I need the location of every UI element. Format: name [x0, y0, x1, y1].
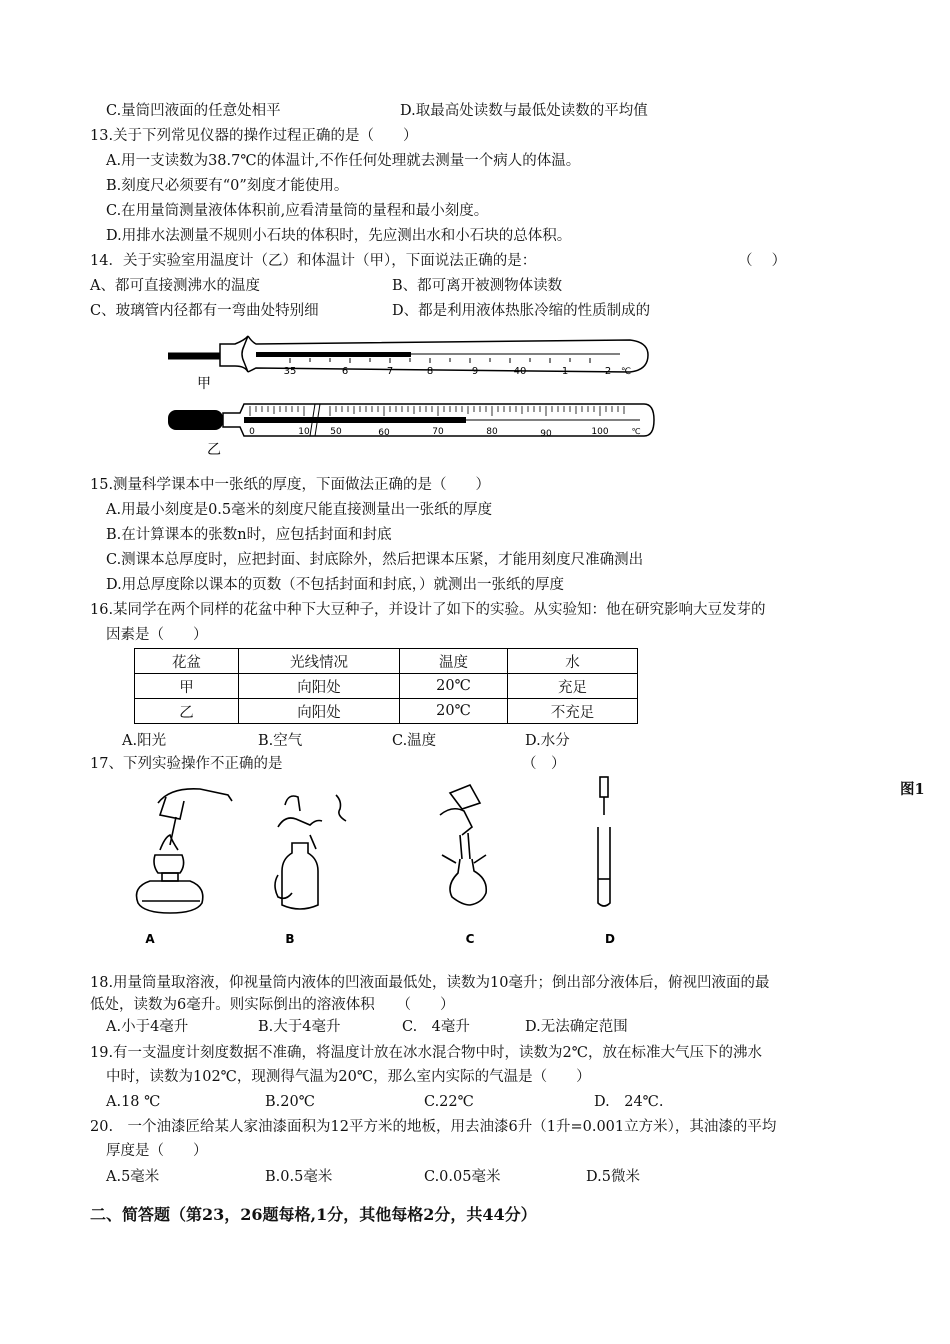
q16-option-c: C.温度 [392, 733, 437, 749]
thermometer-figure [160, 332, 660, 462]
q15-option-a: A.用最小刻度是0.5毫米的刻度尺能直接测量出一张纸的厚度 [106, 502, 493, 518]
q18-stem-line1: 18.用量筒量取溶液，仰视量筒内液体的凹液面最低处，读数为10毫升；倒出部分液体后，俯视凹液面的最 [90, 975, 770, 991]
table-cell: 甲 [135, 674, 239, 699]
q16-table [134, 648, 638, 724]
top-scale-9: 9 [471, 366, 479, 377]
q19-option-b: B.20℃ [265, 1094, 315, 1110]
q18-stem-line2: 低处，读数为6毫升。则实际倒出的溶液体积 （ ） [90, 997, 455, 1013]
q12-option-d: D.取最高处读数与最低处读数的平均值 [400, 103, 648, 119]
q20-stem-line1: 20. 一个油漆匠给某人家油漆面积为12平方米的地板，用去油漆6升（1升=0.001立方米），其油漆的平均 [90, 1119, 777, 1135]
q13-option-b: B.刻度尺必须要有“0”刻度才能使用。 [106, 178, 349, 194]
q15-option-b: B.在计算课本的张数n时，应包括封面和封底 [106, 527, 392, 543]
table-cell: 充足 [508, 674, 638, 699]
bottom-scale-60: 60 [378, 428, 390, 438]
bottom-scale-70: 70 [432, 427, 444, 437]
table-header: 花盆 [135, 649, 239, 674]
top-scale-7: 7 [386, 366, 394, 377]
table-header-row [135, 649, 638, 674]
q19-option-c: C.22℃ [424, 1094, 474, 1110]
q18-option-d: D.无法确定范围 [525, 1019, 628, 1035]
table-row [135, 699, 638, 724]
lab-thermometer [168, 404, 654, 458]
label-jia: 甲 [197, 376, 211, 392]
q19-stem-line1: 19.有一支温度计刻度数据不准确，将温度计放在冰水混合物中时，读数为2℃，放在标准大气压下的沸水 [90, 1045, 763, 1061]
top-scale-6: 6 [341, 366, 349, 377]
table-cell: 20℃ [400, 699, 508, 724]
table-header: 水 [508, 649, 638, 674]
q16-stem-line1: 16.某同学在两个同样的花盆中种下大豆种子，并设计了如下的实验。从实验知：他在研究影响大豆发芽的 [90, 602, 766, 618]
fig-label-b: B [285, 932, 295, 946]
q14-option-a: A、都可直接测沸水的温度 [90, 278, 260, 294]
q15-option-d: D.用总厚度除以课本的页数（不包括封面和封底，）就测出一张纸的厚度 [106, 577, 564, 593]
section-2-heading: 二、简答题（第23，26题每格,1分，其他每格2分，共44分） [90, 1205, 537, 1224]
table-cell: 向阳处 [239, 674, 400, 699]
table-header: 光线情况 [239, 649, 400, 674]
q16-option-a: A.阳光 [122, 733, 167, 749]
q12-option-c: C.量筒凹液面的任意处相平 [106, 103, 281, 119]
q20-option-a: A.5毫米 [106, 1169, 160, 1185]
q14-bracket: （ ） [738, 253, 787, 269]
label-yi: 乙 [207, 442, 221, 458]
q14-option-c: C、玻璃管内径都有一弯曲处特别细 [90, 303, 319, 319]
q14-option-d: D、都是利用液体热胀冷缩的性质制成的 [392, 303, 651, 319]
top-scale-2: 2 [604, 366, 612, 377]
q19-stem-line2: 中时，读数为102℃，现测得气温为20℃，那么室内实际的气温是（ ） [106, 1069, 591, 1085]
q20-option-d: D.5微米 [586, 1169, 640, 1185]
q13-option-a: A.用一支读数为38.7℃的体温计,不作任何处理就去测量一个病人的体温。 [106, 153, 581, 169]
bottom-scale-50: 50 [330, 427, 342, 437]
q20-option-b: B.0.5毫米 [265, 1169, 333, 1185]
q16-stem-line2: 因素是（ ） [106, 627, 208, 643]
clinical-thermometer [168, 336, 648, 392]
q16-option-d: D.水分 [525, 733, 570, 749]
q14-stem: 14．关于实验室用温度计（乙）和体温计（甲），下面说法正确的是： [90, 253, 537, 269]
table-row [135, 674, 638, 699]
top-scale-8: 8 [426, 366, 434, 377]
table-header: 温度 [400, 649, 508, 674]
q17-stem: 17、下列实验操作不正确的是 [90, 756, 283, 772]
top-scale-40: 40 [513, 366, 527, 377]
figure-caption: 图1 [900, 781, 925, 798]
pouring-liquid-figure [275, 795, 346, 909]
fig-label-c: C [465, 932, 475, 946]
top-scale-35: 35 [283, 366, 297, 377]
lab-operations-figure [110, 775, 650, 950]
q17-bracket: （ ） [522, 756, 566, 772]
fig-label-a: A [145, 932, 155, 946]
bottom-scale-90: 90 [540, 429, 552, 439]
q19-option-d: D. 24℃. [594, 1094, 664, 1110]
bottom-scale-10: 10 [298, 427, 310, 437]
table-cell: 乙 [135, 699, 239, 724]
q14-option-b: B、都可离开被测物体读数 [392, 278, 563, 294]
q20-stem-line2: 厚度是（ ） [106, 1143, 208, 1159]
table-cell: 不充足 [508, 699, 638, 724]
q16-option-b: B.空气 [258, 733, 303, 749]
bottom-scale-100: 100 [591, 427, 609, 437]
bottom-scale-unit: ℃ [631, 427, 641, 436]
table-cell: 20℃ [400, 674, 508, 699]
table-cell: 向阳处 [239, 699, 400, 724]
top-scale-unit: ℃ [620, 367, 632, 377]
top-scale-1: 1 [561, 366, 569, 377]
fig-label-d: D [605, 932, 615, 946]
bottom-scale-80: 80 [486, 427, 498, 437]
q13-option-c: C.在用量筒测量液体体积前,应看清量筒的量程和最小刻度。 [106, 203, 489, 219]
q13-stem: 13.关于下列常见仪器的操作过程正确的是（ ） [90, 128, 418, 144]
q18-option-a: A.小于4毫升 [106, 1019, 189, 1035]
q15-option-c: C.测课本总厚度时，应把封面、封底除外，然后把课本压紧，才能用刻度尺准确测出 [106, 552, 644, 568]
q18-option-c: C. 4毫升 [402, 1019, 470, 1035]
alcohol-lamp-figure [137, 789, 233, 913]
q18-option-b: B.大于4毫升 [258, 1019, 341, 1035]
bottom-scale-0: 0 [249, 427, 255, 437]
test-tube-figure [598, 777, 610, 906]
q20-option-c: C.0.05毫米 [424, 1169, 501, 1185]
dropper-flask-figure [440, 785, 486, 905]
q19-option-a: A.18 ℃ [106, 1094, 161, 1110]
q15-stem: 15.测量科学课本中一张纸的厚度，下面做法正确的是（ ） [90, 477, 491, 493]
q13-option-d: D.用排水法测量不规则小石块的体积时，先应测出水和小石块的总体积。 [106, 228, 572, 244]
